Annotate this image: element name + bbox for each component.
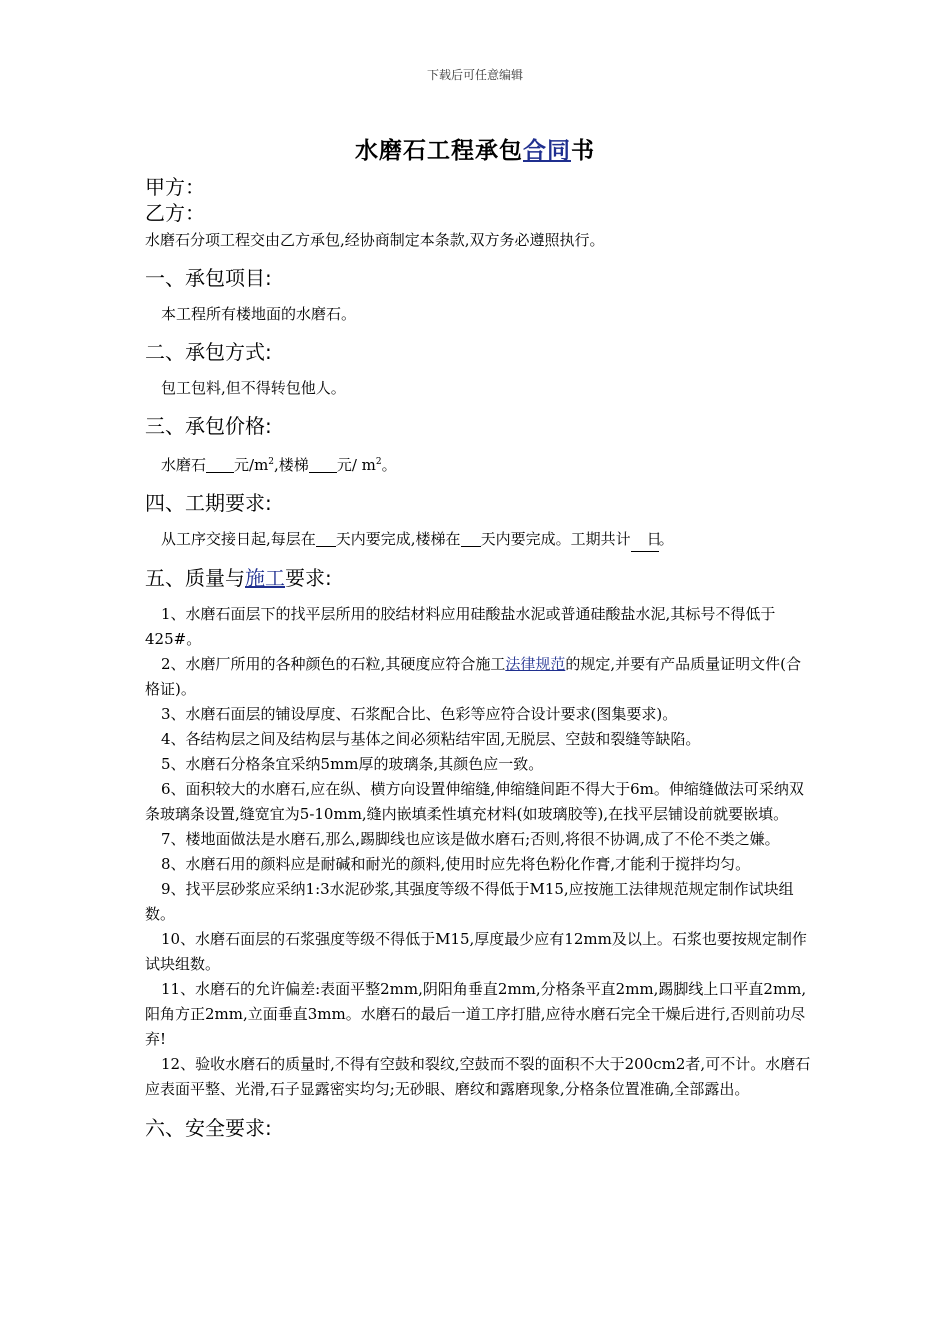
- section-5-heading-post: 要求:: [285, 566, 332, 590]
- quality-item-12: 12、验收水磨石的质量时,不得有空鼓和裂纹,空鼓而不裂的面积不大于200cm2者,可不计。水磨石应表面平整、光滑,石子显露密实均匀;无砂眼、磨纹和露磨现象,分格条位置准确,全部露出。: [145, 1055, 811, 1098]
- title-main: 水磨石工程承包: [355, 138, 523, 164]
- section-4-text: [145, 527, 815, 552]
- section-2-text: 包工包料,但不得转包他人。: [161, 379, 346, 397]
- title-tail: 书: [571, 138, 595, 164]
- section-5-link-construction[interactable]: 施工: [245, 566, 285, 590]
- quality-item-2: [145, 652, 815, 702]
- document-title: [0, 132, 950, 165]
- quality-item-6: 6、面积较大的水磨石,应在纵、横方向设置伸缩缝,伸缩缝间距不得大于6m。伸缩缝做法可采纳双条玻璃条设置,缝宽宜为5-10mm,缝内嵌填柔性填充材料(如玻璃胶等),在找平层铺设前就要嵌填。: [145, 780, 804, 823]
- quality-item-11: 11、水磨石的允许偏差:表面平整2mm,阴阳角垂直2mm,分格条平直2mm,踢脚线上口平直2mm,阳角方正2mm,立面垂直3mm。水磨石的最后一道工序打腊,应待水磨石完全干燥后进行,否则前功尽弃!: [145, 980, 807, 1048]
- price-blank-stairs: [309, 455, 337, 473]
- quality-item-8: 8、水磨石用的颜料应是耐碱和耐光的颜料,使用时应先将色粉化作膏,才能利于搅拌均匀。: [161, 855, 751, 873]
- schedule-blank-total: [631, 527, 662, 552]
- quality-item-1: 1、水磨石面层下的找平层所用的胶结材料应用硅酸盐水泥或普通硅酸盐水泥,其标号不得低于425#。: [145, 605, 776, 648]
- quality-item-5: 5、水磨石分格条宜采纳5mm厚的玻璃条,其颜色应一致。: [161, 755, 544, 773]
- quality-item-3: 3、水磨石面层的铺设厚度、石浆配合比、色彩等应符合设计要求(图集要求)。: [161, 705, 678, 723]
- price-label-terrazzo: 水磨石: [161, 456, 207, 474]
- section-5-heading: [145, 564, 815, 592]
- party-b: 乙方：: [145, 201, 205, 225]
- quality-item-2-tail: 的规定,并要有产品质量证明文件(合格证)。: [145, 655, 801, 698]
- price-unit-1-sup: 2: [268, 457, 275, 467]
- price-unit-1: 元/m: [234, 456, 269, 474]
- title-link-contract[interactable]: 合同: [523, 138, 571, 164]
- schedule-part-1: 从工序交接日起,每层在: [161, 530, 316, 548]
- schedule-day: 日: [646, 530, 662, 548]
- document-body: [145, 174, 815, 1152]
- section-5-heading-pre: 五、质量与: [145, 566, 245, 590]
- party-a: 甲方：: [145, 175, 205, 199]
- quality-item-2-text: 2、水磨厂所用的各种颜色的石粒,其硬度应符合施工: [161, 655, 506, 673]
- section-3-text: [145, 450, 815, 477]
- schedule-part-3: 天内要完成。工期共计: [480, 530, 631, 548]
- schedule-part-2: 天内要完成,楼梯在: [335, 530, 461, 548]
- section-6-heading: 六、安全要求:: [145, 1116, 272, 1140]
- section-4-heading: 四、工期要求:: [145, 491, 272, 515]
- price-end: 。: [381, 456, 397, 474]
- intro-paragraph: 水磨石分项工程交由乙方承包,经协商制定本条款,双方务必遵照执行。: [145, 231, 605, 249]
- schedule-blank-floor: [316, 529, 336, 547]
- quality-item-2-link-regulation[interactable]: 法律规范: [505, 655, 566, 673]
- quality-item-9: 9、找平层砂浆应采纳1:3水泥砂浆,其强度等级不得低于M15,应按施工法律规范规定制作试块组数。: [145, 880, 794, 923]
- price-unit-2: 元/ m: [336, 456, 376, 474]
- price-blank-terrazzo: [206, 455, 234, 473]
- price-unit-2-sup: 2: [375, 457, 382, 467]
- header-note: 下载后可任意编辑: [426, 68, 523, 82]
- section-3-heading: 三、承包价格:: [145, 414, 272, 438]
- section-1-heading: 一、承包项目:: [145, 266, 272, 290]
- quality-item-7: 7、楼地面做法是水磨石,那么,踢脚线也应该是做水磨石;否则,将很不协调,成了不伦不类之嫌。: [161, 830, 780, 848]
- section-2-heading: 二、承包方式:: [145, 340, 272, 364]
- schedule-end: 。: [658, 530, 674, 548]
- quality-item-4: 4、各结构层之间及结构层与基体之间必须粘结牢固,无脱层、空鼓和裂缝等缺陷。: [161, 730, 701, 748]
- section-1-text: 本工程所有楼地面的水磨石。: [161, 305, 357, 323]
- price-label-stairs: ,楼梯: [274, 456, 309, 474]
- schedule-blank-stairs: [461, 529, 481, 547]
- quality-item-10: 10、水磨石面层的石浆强度等级不得低于M15,厚度最少应有12mm及以上。石浆也要按规定制作试块组数。: [145, 930, 807, 973]
